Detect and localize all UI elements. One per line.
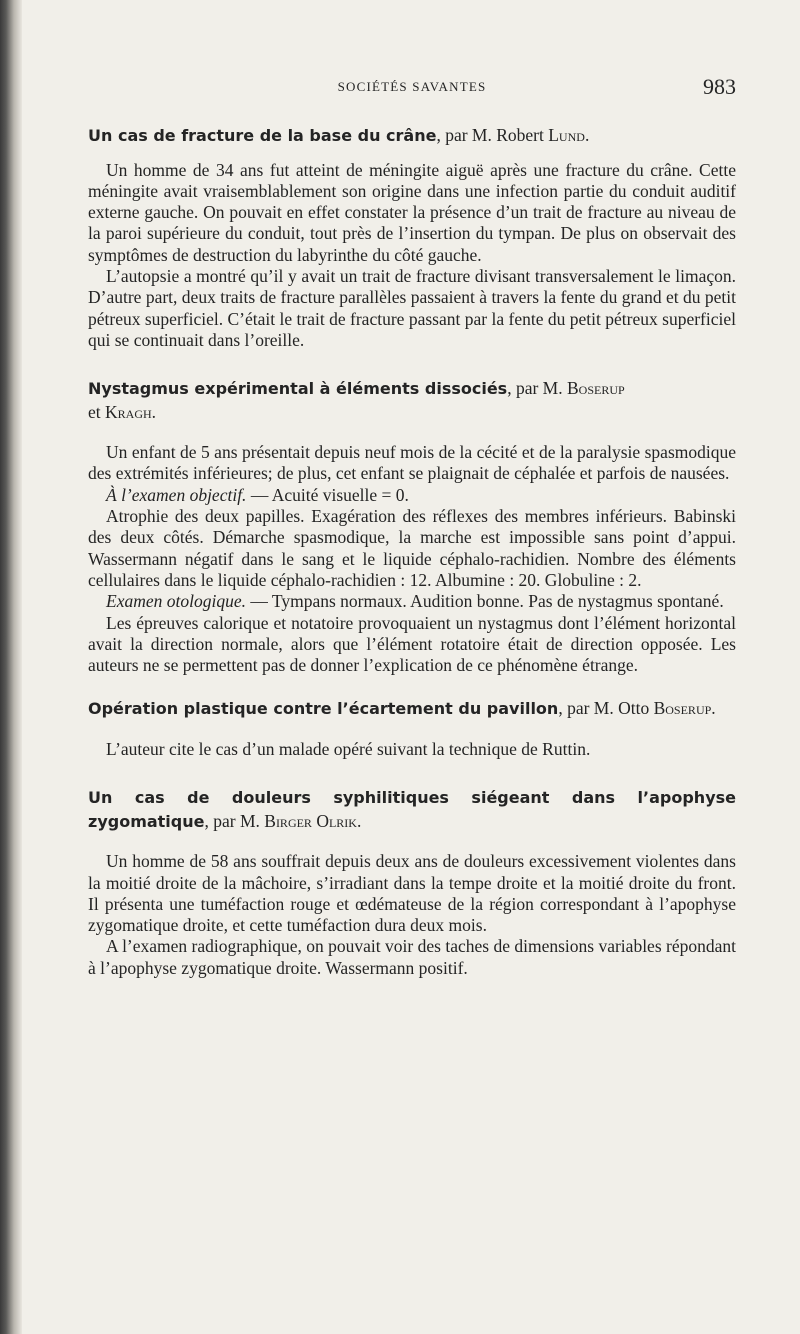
byline-prefix: , par M. Robert	[436, 125, 549, 145]
article-heading: Un cas de fracture de la base du crâne	[88, 126, 437, 145]
article-body	[88, 442, 736, 676]
paragraph-text: — Tympans normaux. Audition bonne. Pas de nystagmus spontané.	[245, 591, 724, 612]
section-label-otologic-exam: Examen otologique.	[106, 591, 246, 612]
article-body	[88, 739, 736, 760]
byline-prefix: , par M. Otto	[558, 698, 654, 719]
journal-page	[88, 74, 736, 979]
author-name-2: Kragh	[105, 401, 152, 422]
byline-prefix: , par M.	[204, 810, 265, 831]
byline-suffix: .	[584, 125, 590, 145]
article-title	[88, 697, 736, 721]
byline-suffix: .	[356, 810, 362, 831]
byline-prefix: , par M.	[507, 378, 567, 399]
paragraph-text: — Acuité visuelle = 0.	[246, 484, 409, 505]
article-syphilitic-pain	[88, 786, 736, 979]
running-head	[88, 74, 736, 102]
page-number: 983	[703, 74, 736, 99]
paragraph	[88, 485, 736, 506]
paragraph: A l’examen radiographique, on pouvait voir des taches de dimensions variables répondant à l’apophyse zygomatique droite. Wassermann positif.	[88, 936, 736, 978]
article-nystagmus	[88, 377, 736, 676]
article-title	[88, 786, 736, 833]
section-label-objective-exam: À l’examen objectif.	[106, 484, 247, 505]
paragraph: L’autopsie a montré qu’il y avait un trait de fracture divisant transversalement le limaçon. D’autre part, deux traits de fracture parallèles passaient à travers la fente du grand et du petit pétreux superficiel. C’était le trait de fracture passant par la fente du petit pétreux superficiel qui se continuait dans l’oreille.	[88, 265, 736, 350]
article-heading: Opération plastique contre l’écartement du pavillon	[88, 699, 559, 719]
byline-middle: et	[88, 401, 106, 422]
author-name: Lund	[548, 125, 585, 145]
author-name: Birger Olrik	[264, 810, 357, 831]
paragraph: Un enfant de 5 ans présentait depuis neuf mois de la cécité et de la paralysie spasmodique des extrémités inférieures; de plus, cet enfant se plaignait de céphalée et parfois de nausées.	[88, 442, 736, 484]
article-ear-surgery	[88, 697, 736, 760]
author-name: Boserup	[653, 698, 712, 719]
running-title: SOCIÉTÉS SAVANTES	[337, 79, 487, 94]
paragraph: Atrophie des deux papilles. Exagération des réflexes des membres inférieurs. Babinski des deux côtés. Démarche spasmodique, la marche est impossible sans point d’appui. Wassermann négatif dans le sang et le liquide céphalo-rachidien. Nombre des éléments cellulaires dans le liquide céphalo-rachidien : 12. Albumine : 20. Globuline : 2.	[88, 506, 736, 590]
article-skull-fracture	[88, 124, 736, 351]
paragraph	[88, 591, 736, 612]
article-title	[88, 377, 736, 424]
paragraph: Un homme de 34 ans fut atteint de méningite aiguë après une fracture du crâne. Cette méningite avait vraisemblablement son origine dans une infection partie du conduit auditif externe gauche. On pouvait en effet constater la présence d’un trait de fracture au niveau de la paroi supérieure du conduit, tout près de l’insertion du tympan. De plus on observait des symptômes de destruction du labyrinthe du côté gauche.	[88, 159, 736, 265]
scanned-page-edge	[0, 0, 22, 1334]
paragraph: Les épreuves calorique et notatoire provoquaient un nystagmus dont l’élément horizontal avait la direction normale, alors que l’élément rotatoire était de direction opposée. Les auteurs ne se permettent pas de donner l’explication de ce phénomène étrange.	[88, 612, 736, 676]
article-heading: Nystagmus expérimental à éléments dissociés	[88, 379, 508, 399]
byline-suffix: .	[711, 698, 716, 719]
paragraph: L’auteur cite le cas d’un malade opéré suivant la technique de Ruttin.	[106, 738, 591, 759]
author-name: Boserup	[566, 378, 625, 399]
article-body	[88, 160, 736, 352]
article-heading: Un cas de douleurs syphilitiques siégeant dans l’apophyse zygomatique	[88, 788, 736, 831]
article-title	[88, 124, 736, 148]
article-body	[88, 851, 736, 979]
paragraph: Un homme de 58 ans souffrait depuis deux ans de douleurs excessivement violentes dans la moitié droite de la mâchoire, s’irradiant dans la tempe droite et la moitié droite du front. Il présenta une tuméfaction rouge et œdémateuse de la région correspondant à l’apophyse zygomatique droite, et cette tuméfaction dura deux mois.	[88, 851, 736, 936]
byline-suffix: .	[151, 401, 157, 422]
